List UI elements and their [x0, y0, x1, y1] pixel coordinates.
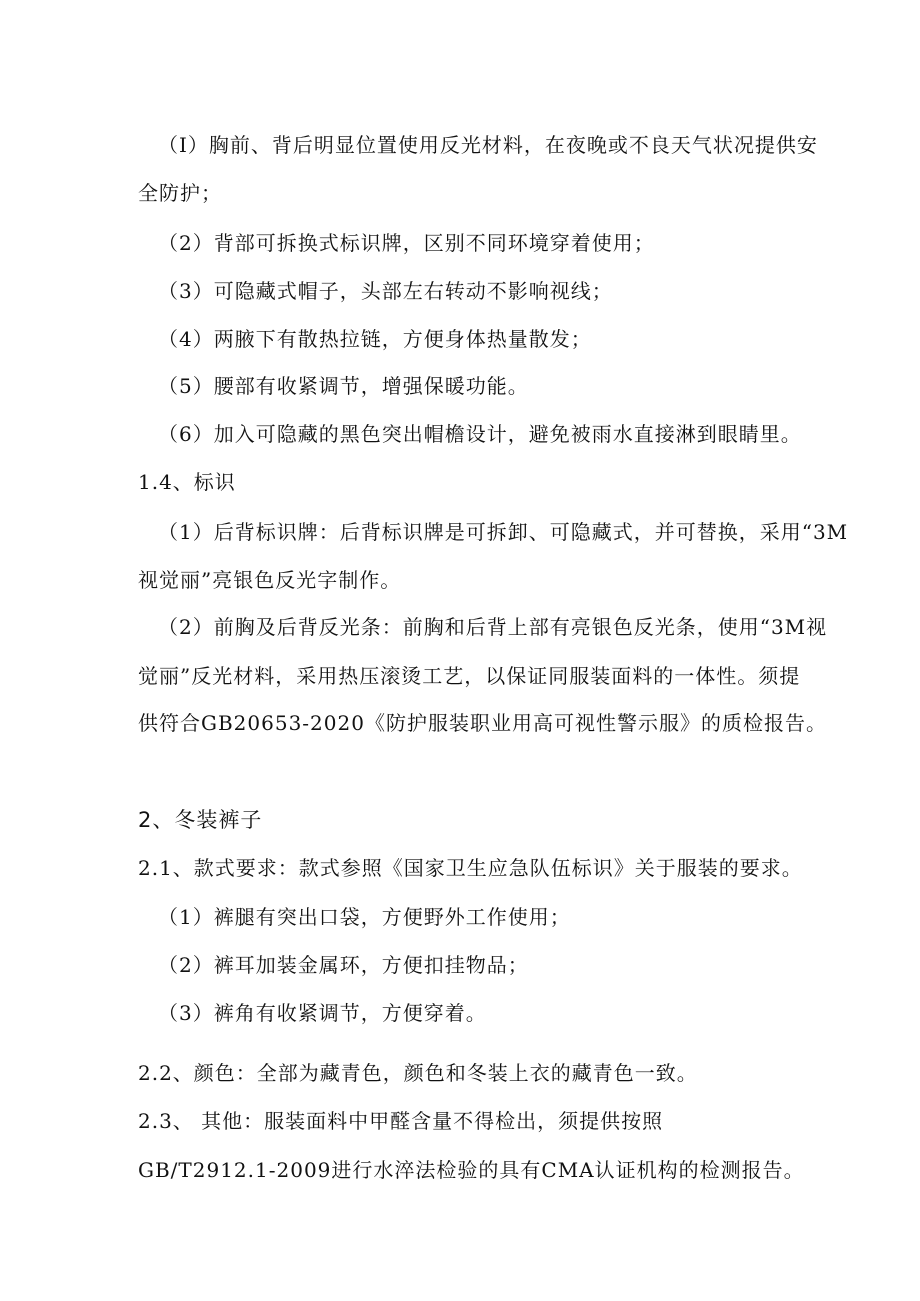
paragraph-line: 觉丽”反光材料，采用热压滚烫工艺，以保证同服装面料的一体性。须提 [138, 664, 801, 688]
subsection-heading: 2.1、款式要求：款式参照《国家卫生应急队伍标识》关于服装的要求。 [138, 856, 803, 880]
list-item: （2）裤耳加装金属环，方便扣挂物品； [158, 953, 529, 977]
subsection-heading: 2.2、颜色：全部为藏青色，颜色和冬装上衣的藏青色一致。 [138, 1061, 698, 1085]
paragraph-line: 供符合GB20653-2020《防护服装职业用高可视性警示服》的质检报告。 [138, 711, 827, 735]
paragraph-line: 全防护； [138, 181, 222, 205]
paragraph-line: （1）后背标识牌：后背标识牌是可拆卸、可隐藏式，并可替换，采用“3M [158, 520, 849, 544]
list-item: （3）裤角有收紧调节，方便穿着。 [158, 1001, 487, 1025]
paragraph-line: GB/T2912.1-2009进行水淬法检验的具有CMA认证机构的检测报告。 [138, 1158, 805, 1182]
section-heading: 1.4、标识 [138, 470, 236, 494]
paragraph-line: （I）胸前、背后明显位置使用反光材料，在夜晚或不良天气状况提供安 [158, 133, 818, 157]
paragraph-line: （2）前胸及后背反光条：前胸和后背上部有亮银色反光条，使用“3M视 [158, 615, 828, 639]
list-item: （6）加入可隐藏的黑色突出帽檐设计，避免被雨水直接淋到眼睛里。 [158, 422, 802, 446]
paragraph-line: 视觉丽”亮银色反光字制作。 [138, 568, 402, 592]
list-item: （5）腰部有收紧调节，增强保暖功能。 [158, 374, 529, 398]
subsection-heading: 2.3、 其他：服装面料中甲醛含量不得检出，须提供按照 [138, 1109, 664, 1133]
list-item: （2）背部可拆换式标识牌，区别不同环境穿着使用； [158, 231, 655, 255]
section-heading: 2、冬装裤子 [138, 808, 263, 832]
list-item: （1）裤腿有突出口袋，方便野外工作使用； [158, 905, 571, 929]
list-item: （4）两腋下有散热拉链，方便身体热量散发； [158, 327, 592, 351]
list-item: （3）可隐藏式帽子，头部左右转动不影响视线； [158, 279, 613, 303]
